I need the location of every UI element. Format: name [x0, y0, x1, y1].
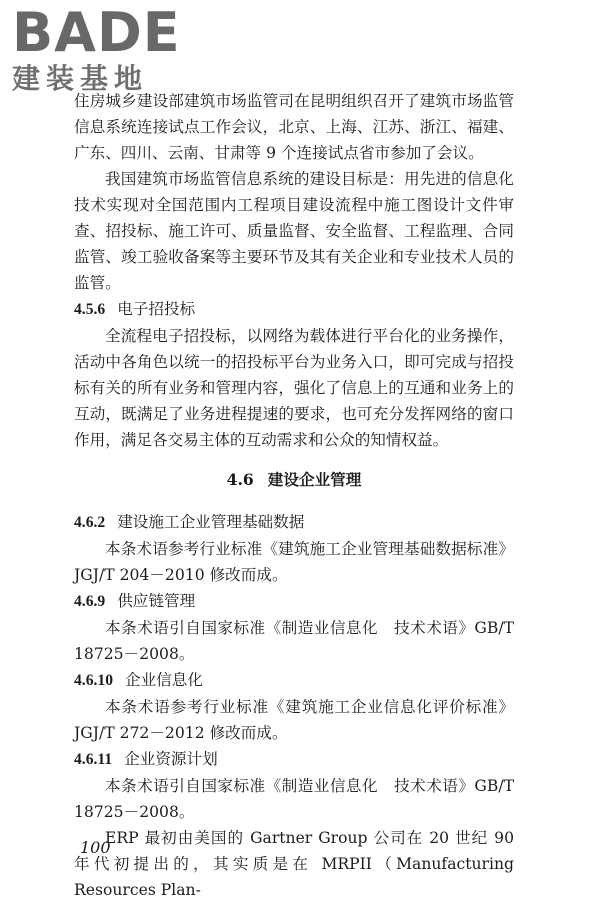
heading-number: 4.6.11 — [74, 751, 113, 768]
logo-wordmark: BADE — [12, 1, 181, 64]
paragraph: 本条术语引自国家标准《制造业信息化 技术术语》GB/T 18725－2008。 — [74, 777, 514, 821]
paragraph: ERP 最初由美国的 Gartner Group 公司在 20 世纪 90 年代初提出的，其实质是在 MRPII（Manufacturing Resources Plan- — [74, 829, 514, 899]
heading-number: 4.6.9 — [74, 593, 106, 610]
heading-title: 供应链管理 — [117, 592, 196, 610]
heading-title: 电子招投标 — [117, 300, 196, 318]
section-heading — [74, 667, 514, 694]
watermark-logo — [12, 1, 181, 96]
chapter-section-title — [74, 467, 514, 493]
heading-title: 企业资源计划 — [124, 750, 218, 768]
section-number: 4.6 — [226, 470, 254, 489]
heading-number: 4.6.10 — [74, 672, 113, 689]
section-heading — [74, 296, 514, 323]
heading-number: 4.5.6 — [74, 301, 106, 318]
paragraph: 本条术语参考行业标准《建筑施工企业信息化评价标准》JGJ/T 272－2012 修改而成。 — [74, 698, 514, 742]
paragraph: 本条术语引自国家标准《制造业信息化 技术术语》GB/T 18725－2008。 — [74, 619, 514, 663]
paragraph: 住房城乡建设部建筑市场监管司在昆明组织召开了建筑市场监管信息系统连接试点工作会议，北京、上海、江苏、浙江、福建、广东、四川、云南、甘肃等 9 个连接试点省市参加了会议。 — [74, 92, 514, 162]
section-heading — [74, 746, 514, 773]
document-body — [74, 88, 514, 903]
heading-title: 建设施工企业管理基础数据 — [117, 513, 305, 531]
section-heading — [74, 509, 514, 536]
page-number: 100 — [80, 838, 111, 857]
section-title: 建设企业管理 — [267, 470, 362, 489]
paragraph: 我国建筑市场监管信息系统的建设目标是：用先进的信息化技术实现对全国范围内工程项目建设流程中施工图设计文件审查、招投标、施工许可、质量监督、安全监督、工程监理、合同监管、竣工验收备案等主要环节及其有关企业和专业技术人员的监管。 — [74, 170, 514, 292]
paragraph: 全流程电子招投标，以网络为载体进行平台化的业务操作，活动中各角色以统一的招投标平台为业务入口，即可完成与招投标有关的所有业务和管理内容，强化了信息上的互通和业务上的互动，既满足了业务进程提速的要求，也可充分发挥网络的窗口作用，满足各交易主体的互动需求和公众的知情权益。 — [74, 327, 514, 449]
paragraph: 本条术语参考行业标准《建筑施工企业管理基础数据标准》JGJ/T 204－2010 修改而成。 — [74, 540, 514, 584]
section-heading — [74, 588, 514, 615]
logo-chinese-text: 建装基地 — [12, 62, 149, 95]
heading-number: 4.6.2 — [74, 514, 106, 531]
heading-title: 企业信息化 — [124, 671, 203, 689]
